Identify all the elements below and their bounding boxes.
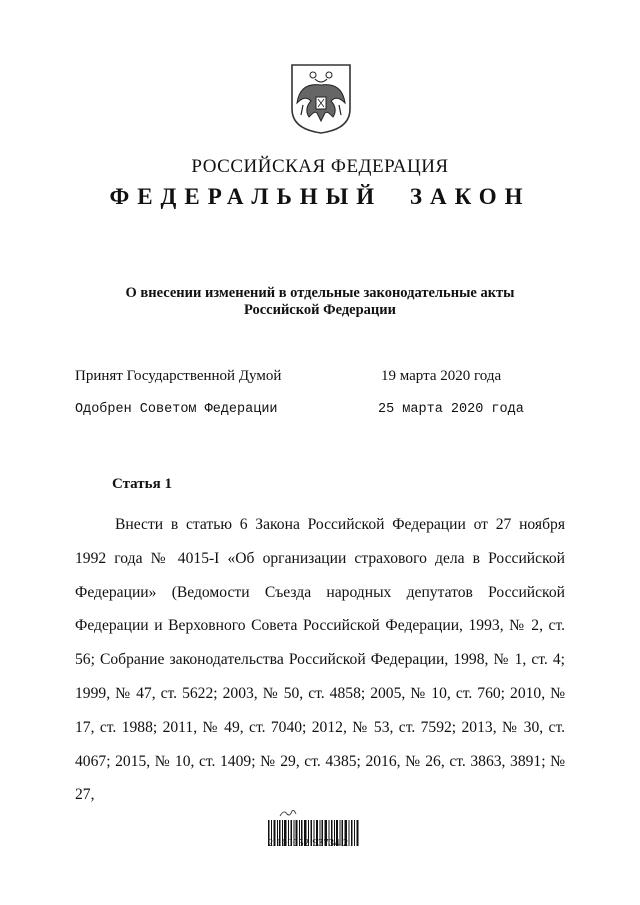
article-body-text: Внести в статью 6 Закона Российской Федерации от 27 ноября 1992 года № 4015-I «Об организации страхового дела в Российской Федерации» (Ведомости Съезда народных депутатов Российской Федерации и Верховного Совета Российской Федерации, 1993, № 2, ст. 56; Собрание законодательства Российской Федерации, 1998, № 1, ст. 4; 1999, № 47, ст. 5622; 2003, № 50, ст. 4858; 2005, № 10, ст. 760; 2010, № 17, ст. 1988; 2011, № 49, ст. 7040; 2012, № 53, ст. 7592; 2013, № 30, ст. 4067; 2015, № 10, ст. 1409; № 29, ст. 4385; 2016, № 26, ст. 3863, 3891; № 27,: [75, 516, 565, 804]
law-subject-title: [0, 285, 640, 319]
country-name: РОССИЙСКАЯ ФЕДЕРАЦИЯ: [191, 156, 449, 177]
subject-line-1: О внесении изменений в отдельные законодательные акты: [125, 285, 515, 301]
signature-mark-icon: [278, 808, 298, 818]
council-approval-label: Одобрен Советом Федерации: [75, 402, 278, 417]
state-emblem-icon: [289, 63, 353, 135]
barcode-number: 2 100052 93734 2: [268, 838, 349, 849]
barcode-block: [268, 808, 378, 858]
duma-adoption-date: 19 марта 2020 года: [381, 368, 502, 384]
subject-line-2: Российской Федерации: [243, 302, 396, 318]
council-approval-date: 25 марта 2020 года: [378, 402, 524, 417]
document-type-title: ФЕДЕРАЛЬНЫЙ ЗАКОН: [109, 184, 531, 209]
duma-adoption-label: Принят Государственной Думой: [75, 368, 282, 384]
article-heading: Статья 1: [112, 476, 172, 492]
